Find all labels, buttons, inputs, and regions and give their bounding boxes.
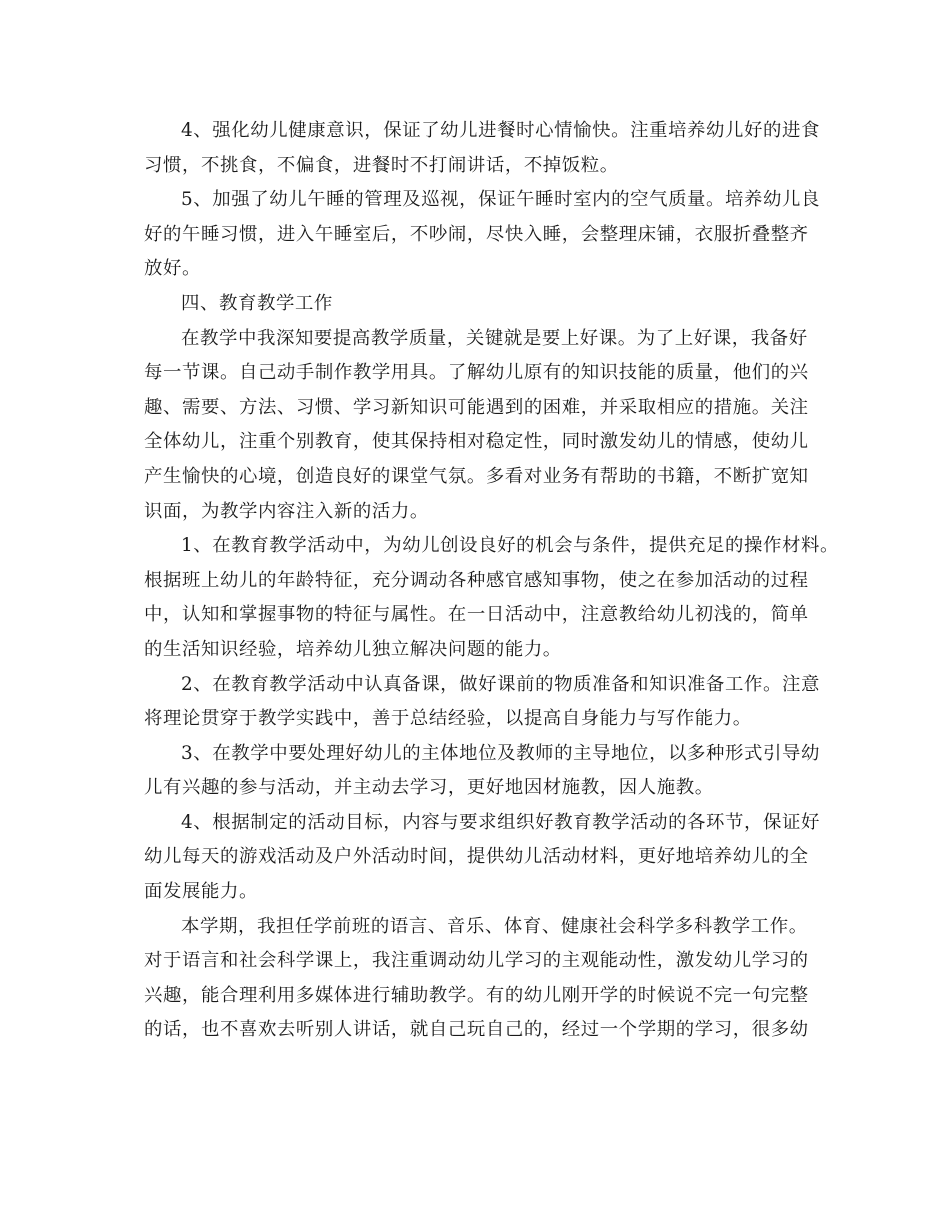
section-heading: 四、教育教学工作 [181, 292, 333, 314]
text-line: 面发展能力。 [144, 881, 258, 903]
text-line: 趣、需要、方法、习惯、学习新知识可能遇到的困难，并采取相应的措施。关注 [144, 396, 809, 418]
text-line: 幼儿每天的游戏活动及户外活动时间，提供幼儿活动材料，更好地培养幼儿的全 [144, 846, 809, 868]
text-line: 对于语言和社会科学课上，我注重调动幼儿学习的主观能动性，激发幼儿学习的 [144, 950, 809, 972]
text-line: 将理论贯穿于教学实践中，善于总结经验，以提高自身能力与写作能力。 [144, 708, 752, 730]
text-line: 产生愉快的心境，创造良好的课堂气氛。多看对业务有帮助的书籍，不断扩宽知 [144, 465, 809, 487]
text-line: 全体幼儿，注重个别教育，使其保持相对稳定性，同时激发幼儿的情感，使幼儿 [144, 431, 809, 453]
text-line: 儿有兴趣的参与活动，并主动去学习，更好地因材施教，因人施教。 [144, 777, 714, 799]
text-line: 2、在教育教学活动中认真备课，做好课前的物质准备和知识准备工作。注意 [181, 673, 820, 695]
text-line: 的话，也不喜欢去听别人讲话，就自己玩自己的，经过一个学期的学习，很多幼 [144, 1019, 809, 1041]
document-body [144, 114, 839, 1048]
text-line: 识面，为教学内容注入新的活力。 [144, 500, 429, 522]
text-line: 放好。 [144, 258, 201, 280]
text-line: 中，认知和掌握事物的特征与属性。在一日活动中，注意教给幼儿初浅的，简单 [144, 604, 809, 626]
text-line: 的生活知识经验，培养幼儿独立解决问题的能力。 [144, 638, 562, 660]
text-line: 本学期，我担任学前班的语言、音乐、体育、健康社会科学多科教学工作。 [181, 915, 808, 937]
text-line: 好的午睡习惯，进入午睡室后，不吵闹，尽快入睡，会整理床铺，衣服折叠整齐 [144, 223, 809, 245]
text-line: 1、在教育教学活动中，为幼儿创设良好的机会与条件，提供充足的操作材料。 [181, 535, 839, 557]
text-line: 兴趣，能合理利用多媒体进行辅助教学。有的幼儿刚开学的时候说不完一句完整 [144, 984, 809, 1006]
text-line: 习惯，不挑食，不偏食，进餐时不打闹讲话，不掉饭粒。 [144, 154, 619, 176]
text-line: 在教学中我深知要提高教学质量，关键就是要上好课。为了上好课，我备好 [181, 327, 808, 349]
text-line: 3、在教学中要处理好幼儿的主体地位及教师的主导地位，以多种形式引导幼 [181, 742, 820, 764]
text-line: 4、根据制定的活动目标，内容与要求组织好教育教学活动的各环节，保证好 [181, 811, 820, 833]
text-line: 每一节课。自己动手制作教学用具。了解幼儿原有的知识技能的质量，他们的兴 [144, 362, 809, 384]
text-line: 5、加强了幼儿午睡的管理及巡视，保证午睡时室内的空气质量。培养幼儿良 [181, 189, 820, 211]
text-line: 根据班上幼儿的年龄特征，充分调动各种感官感知事物，使之在参加活动的过程 [144, 569, 809, 591]
text-line: 4、强化幼儿健康意识，保证了幼儿进餐时心情愉快。注重培养幼儿好的进食 [181, 120, 820, 141]
